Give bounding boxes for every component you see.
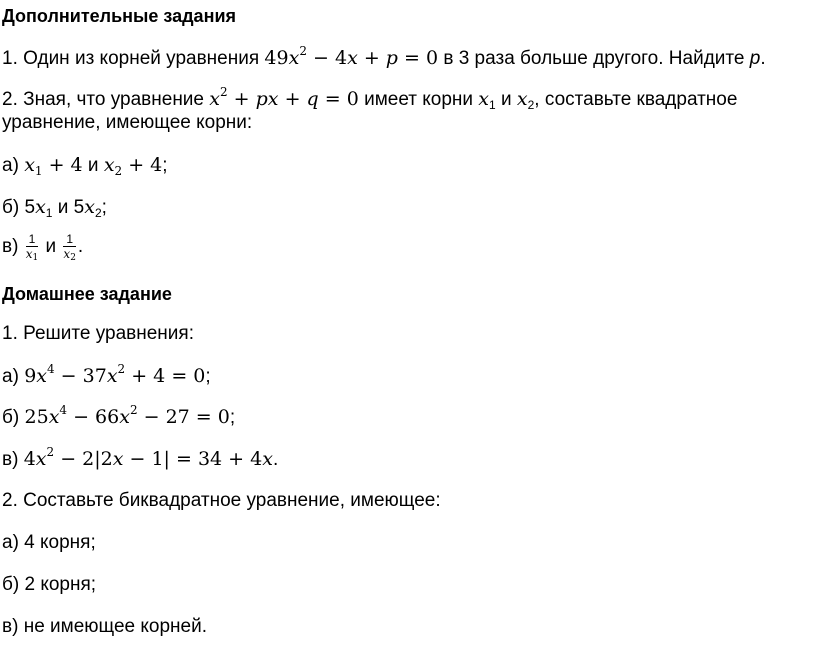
extra-heading: Дополнительные задания: [2, 6, 237, 26]
home-task-2: 2. Составьте биквадратное уравнение, имеющее:: [2, 490, 441, 511]
extra-task-2: 2. Зная, что уравнение $x^2$ + px + q = 0 имеет корни $x_1$ и $x_2$, составьте квадратное: [2, 85, 738, 112]
extra-item-a: а) $x_1 + 4$ и $x_2 + 4$;: [2, 154, 168, 178]
fraction-1-over-x2: $\frac{1}{x_2}$: [63, 232, 76, 264]
extra-task-1: 1. Один из корней уравнения $49x^2 - 4x + p = 0$ в 3 раза больше другого. Найдите p.: [2, 44, 766, 69]
home-option-b: б) 2 корня;: [2, 574, 97, 595]
home-task-1: 1. Решите уравнения:: [2, 323, 194, 344]
extra-item-b: б) $5x_1$ и $5x_2$;: [2, 196, 107, 220]
extra-item-v: в) $\frac{1}{x_1}$ и $\frac{1}{x_2}$ .: [2, 232, 84, 264]
home-eq-b: б) $25x^4 - 66x^2 - 27 = 0$;: [2, 403, 236, 428]
equation-1: $49x^2 - 4x + p = 0$: [264, 44, 439, 69]
home-eq-a: а) $9x^4 - 37x^2 + 4 = 0$;: [2, 362, 211, 387]
fraction-1-over-x1: $\frac{1}{x_1}$: [25, 232, 39, 264]
extra-task-2-line2: уравнение, имеющее корни:: [2, 112, 253, 133]
home-option-v: в) не имеющее корней.: [2, 616, 207, 637]
home-option-a: а) 4 корня;: [2, 532, 96, 553]
home-eq-v: в) $4x^2 - 2|2x - 1| = 34 + 4x$.: [2, 445, 279, 470]
equation-2: $x^2$ + px + q = 0: [209, 85, 359, 110]
home-heading: Домашнее задание: [2, 284, 172, 304]
